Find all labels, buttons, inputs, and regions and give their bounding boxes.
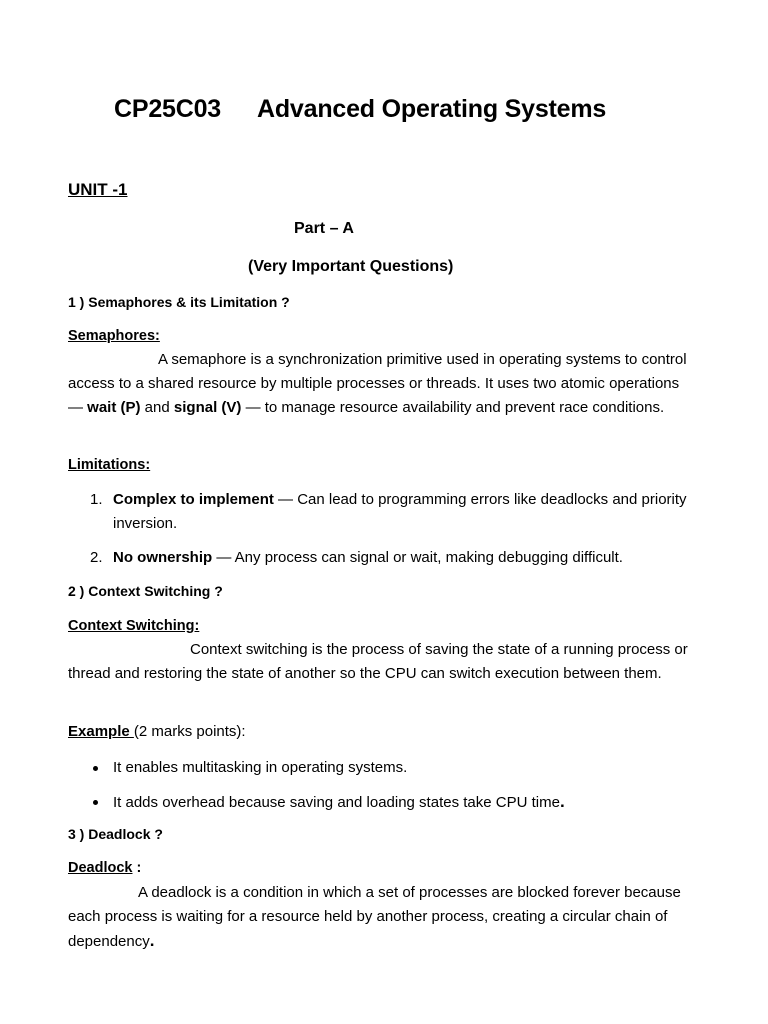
bullet-item: It adds overhead because saving and loading states take CPU time. xyxy=(90,790,690,815)
bullet-dot-icon xyxy=(93,800,98,805)
subtitle: (Very Important Questions) xyxy=(248,258,454,275)
question-2: 2 ) Context Switching ? xyxy=(68,583,223,599)
part-heading: Part – A xyxy=(294,220,354,237)
unit-heading: UNIT -1 xyxy=(68,180,128,199)
course-code: CP25C03 xyxy=(114,95,221,123)
context-switching-paragraph: Context switching is the process of saving the state of a running process or thread and restoring the state of another so the CPU can switch execution between them. xyxy=(68,641,688,682)
list-number: 1. xyxy=(90,491,103,508)
example-heading: Example xyxy=(68,723,134,740)
example-line xyxy=(68,723,246,740)
list-item: 2. No ownership — Any process can signal or wait, making debugging difficult. xyxy=(90,546,690,570)
question-3: 3 ) Deadlock ? xyxy=(68,826,163,842)
bullet-dot-icon xyxy=(93,766,98,771)
page-title xyxy=(114,95,606,124)
deadlock-heading: Deadlock xyxy=(68,860,133,876)
deadlock-paragraph: A deadlock is a condition in which a set of processes are blocked forever because each process is waiting for a resource held by another process, creating a circular chain of dependency. xyxy=(68,884,681,950)
limitations-heading: Limitations: xyxy=(68,457,151,473)
deadlock-heading-line: Deadlock : xyxy=(68,860,142,876)
list-item: 1. Complex to implement — Can lead to programming errors like deadlocks and priority inversion. xyxy=(90,488,690,536)
context-switching-heading: Context Switching: xyxy=(68,618,200,634)
example-note: (2 marks points): xyxy=(133,723,246,740)
course-name: Advanced Operating Systems xyxy=(257,95,607,123)
question-1: 1 ) Semaphores & its Limitation ? xyxy=(68,294,290,310)
bullet-item: It enables multitasking in operating systems. xyxy=(90,756,690,780)
list-number: 2. xyxy=(90,549,103,566)
semaphores-paragraph: A semaphore is a synchronization primitive used in operating systems to control access to a shared resource by multiple processes or threads. It uses two atomic operations — wait (P) and signal (V) — to manage resource availability and prevent race conditions. xyxy=(68,351,687,416)
semaphores-heading: Semaphores: xyxy=(68,328,160,344)
